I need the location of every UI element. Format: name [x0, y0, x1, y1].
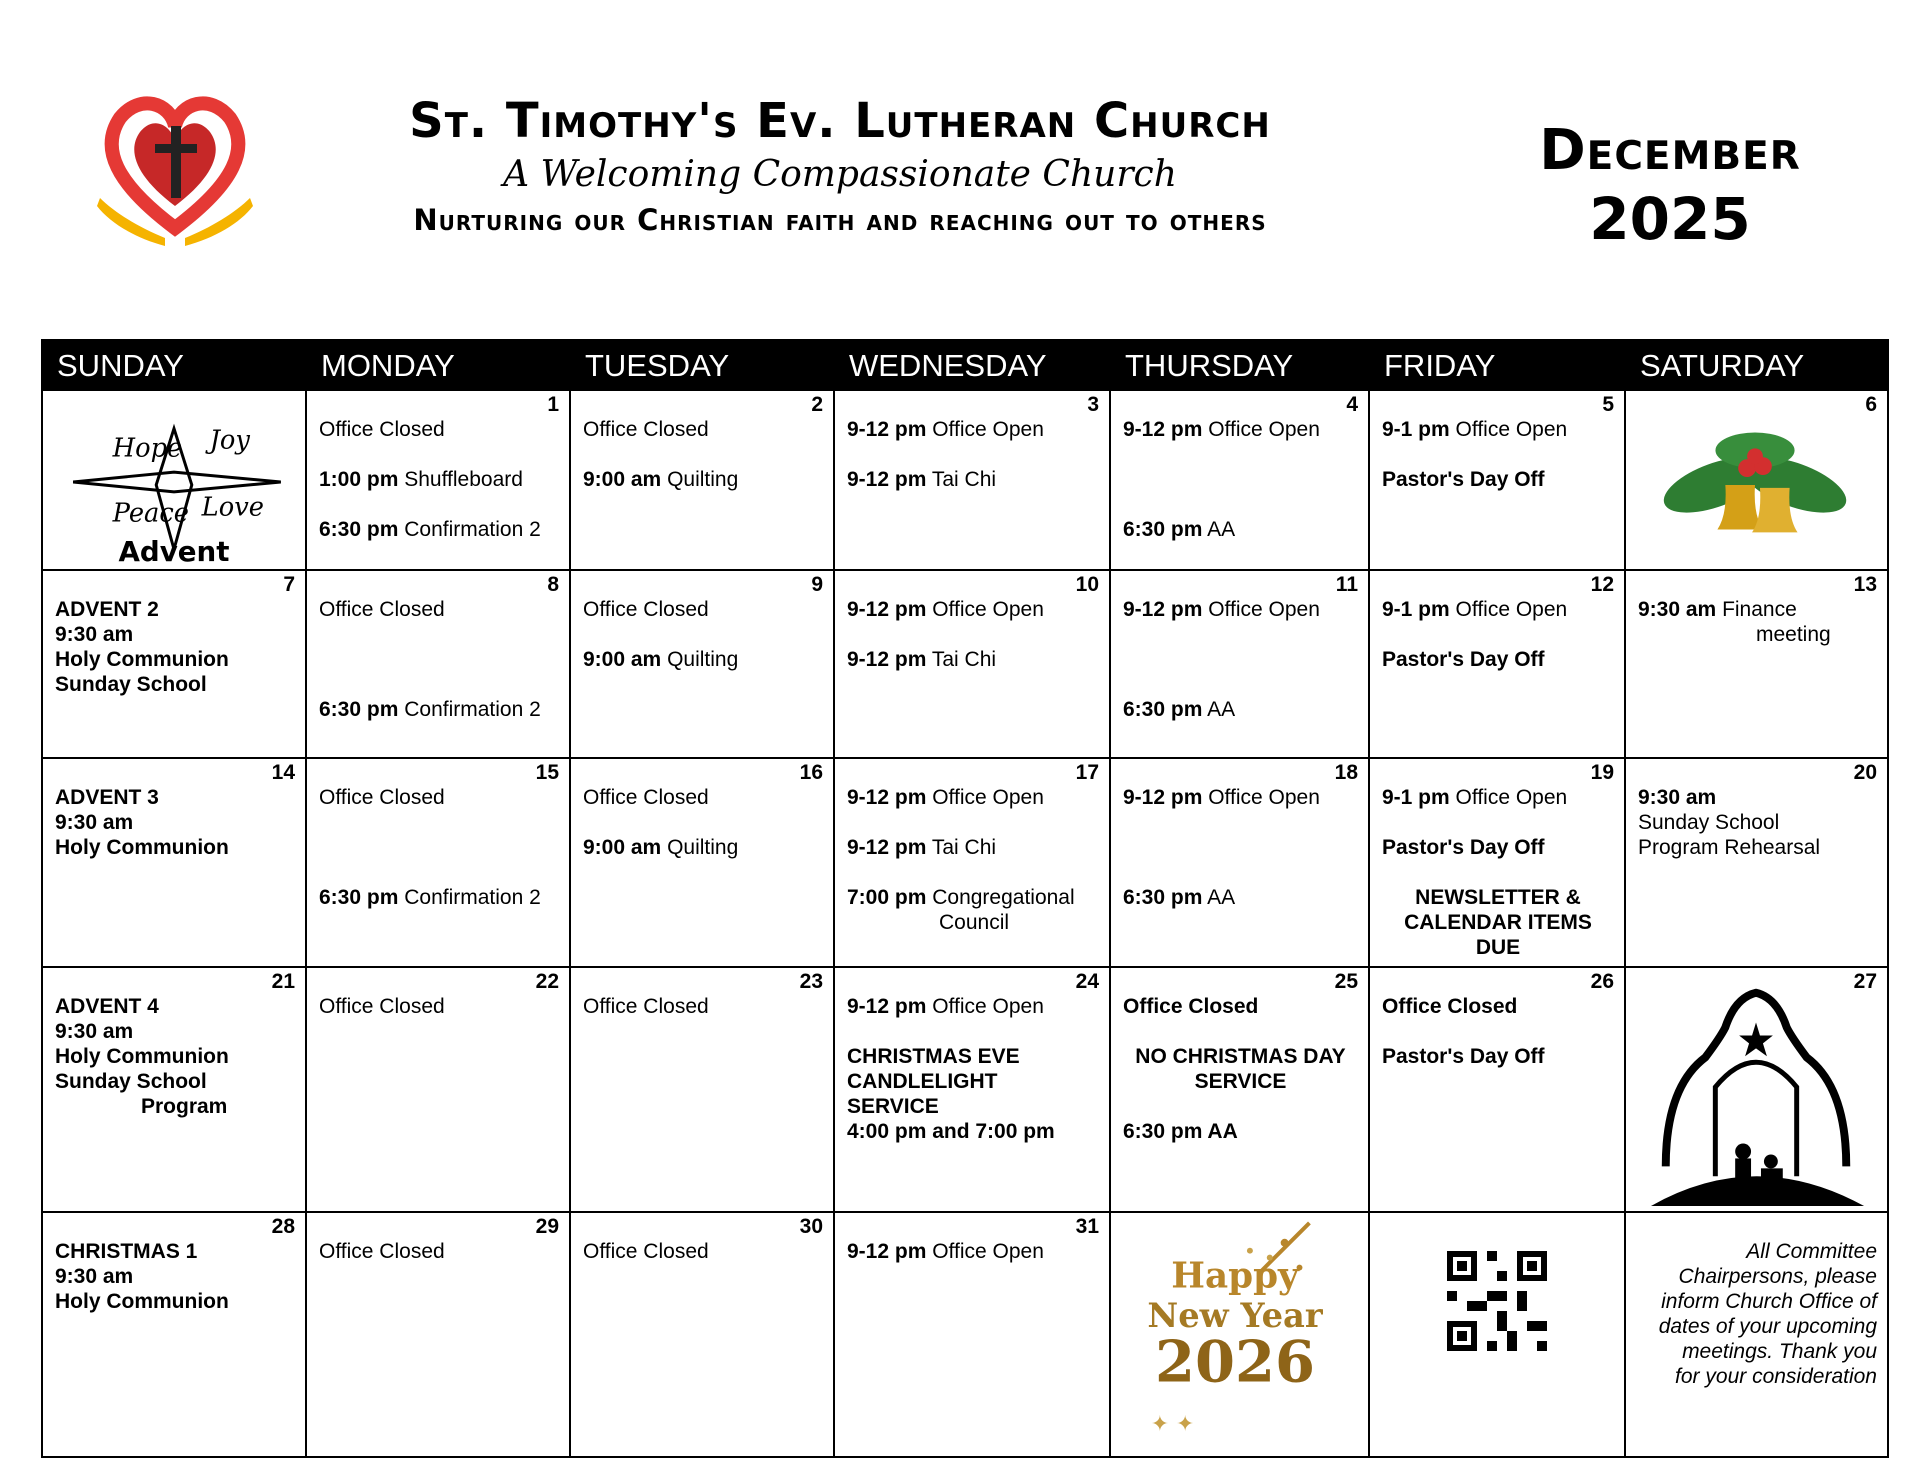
- happy-word: Happy: [1171, 1254, 1299, 1297]
- day-number: 26: [1590, 970, 1614, 993]
- event-line: Office Closed: [319, 418, 445, 441]
- event-line: Holy Communion: [55, 1045, 229, 1068]
- day-cell: [306, 1212, 570, 1457]
- event-line: Council: [939, 911, 1010, 934]
- event-line: 6:30 pm AA: [1123, 518, 1236, 541]
- event-line: ADVENT 2: [55, 598, 159, 621]
- new-year-art-cell: [1110, 1212, 1369, 1457]
- event-line: 9-1 pm Office Open: [1382, 786, 1568, 809]
- joy-word: Joy: [209, 425, 250, 456]
- event-line: 9-12 pm Office Open: [847, 786, 1044, 809]
- day-number: 24: [1075, 970, 1099, 993]
- event-line: 9-12 pm Office Open: [1123, 786, 1320, 809]
- day-number: 2: [811, 393, 823, 416]
- event-line: 7:00 pm Congregational: [847, 886, 1075, 909]
- event-line: CALENDAR ITEMS: [1404, 911, 1592, 934]
- event-line: 9-12 pm Tai Chi: [847, 468, 997, 491]
- event-line: Pastor's Day Off: [1382, 1045, 1545, 1068]
- holly-bells-icon: [1626, 391, 1887, 569]
- day-cell: [306, 758, 570, 967]
- day-cell: [306, 570, 570, 758]
- advent-art-cell: [42, 390, 306, 570]
- event-line: 9-12 pm Tai Chi: [847, 836, 997, 859]
- day-cell: [1625, 570, 1888, 758]
- event-line: 4:00 pm and 7:00 pm: [847, 1120, 1055, 1143]
- day-number: 27: [1853, 970, 1877, 993]
- day-cell: [42, 758, 306, 967]
- day-cell: [570, 1212, 834, 1457]
- event-line: 9:00 am Quilting: [583, 468, 739, 491]
- event-line: 6:30 pm AA: [1123, 1120, 1238, 1143]
- event-line: Office Closed: [583, 418, 709, 441]
- day-number: 14: [271, 761, 295, 784]
- event-line: CANDLELIGHT: [847, 1070, 998, 1093]
- event-line: Pastor's Day Off: [1382, 648, 1545, 671]
- event-line: Office Closed: [319, 598, 445, 621]
- day-cell: [570, 758, 834, 967]
- week-row: [42, 758, 1888, 967]
- day-cell: [1369, 570, 1625, 758]
- day-number: 12: [1590, 573, 1614, 596]
- nativity-icon: [1626, 968, 1887, 1211]
- event-line: 9:30 am: [55, 1020, 134, 1043]
- weekday-header-row: [42, 340, 1888, 390]
- event-line: 6:30 pm Confirmation 2: [319, 518, 541, 541]
- day-number: 3: [1087, 393, 1099, 416]
- day-number: 5: [1602, 393, 1614, 416]
- event-line: 6:30 pm AA: [1123, 698, 1236, 721]
- day-cell: [834, 1212, 1110, 1457]
- day-number: 23: [799, 970, 823, 993]
- event-line: Office Closed: [583, 598, 709, 621]
- event-line: ADVENT 3: [55, 786, 159, 809]
- event-line: 6:30 pm AA: [1123, 886, 1236, 909]
- event-line: SERVICE: [1194, 1070, 1287, 1093]
- event-line: Pastor's Day Off: [1382, 836, 1545, 859]
- day-cell: [42, 570, 306, 758]
- qr-cell: [1369, 1212, 1625, 1457]
- event-line: Holy Communion: [55, 836, 229, 859]
- day-number: 10: [1075, 573, 1099, 596]
- event-line: Office Closed: [319, 786, 445, 809]
- month-title: December: [1539, 118, 1801, 183]
- day-number: 9: [811, 573, 823, 596]
- event-line: Program Rehearsal: [1638, 836, 1821, 859]
- event-line: 9:30 am: [55, 1265, 134, 1288]
- church-tagline: A Welcoming Compassionate Church: [503, 154, 1177, 195]
- week-row: [42, 570, 1888, 758]
- day-cell: [42, 1212, 306, 1457]
- event-line: 9:00 am Quilting: [583, 648, 739, 671]
- day-cell: [834, 758, 1110, 967]
- committee-note: All Committee Chairpersons, please inform Church Office of dates of your upcoming meetings. Thank you for your consideration: [1658, 1240, 1877, 1388]
- week-row: [42, 390, 1888, 570]
- weekday-saturday: SATURDAY: [1625, 340, 1888, 390]
- year-title: 2025: [1589, 185, 1751, 253]
- new-year-word: New Year: [1147, 1295, 1323, 1336]
- cross-horizontal: [155, 144, 197, 153]
- day-cell: [1110, 390, 1369, 570]
- day-number: 13: [1853, 573, 1877, 596]
- event-line: Office Closed: [1382, 995, 1518, 1018]
- event-line: 9-12 pm Office Open: [847, 598, 1044, 621]
- event-line: Office Closed: [319, 995, 445, 1018]
- event-line: 9-12 pm Office Open: [1123, 418, 1320, 441]
- day-cell: [1625, 390, 1888, 570]
- day-cell: [834, 570, 1110, 758]
- event-line: 9:30 am: [55, 623, 134, 646]
- day-number: 31: [1075, 1215, 1099, 1238]
- event-line: Office Closed: [583, 786, 709, 809]
- day-number: 11: [1335, 573, 1358, 596]
- week-row: [42, 967, 1888, 1212]
- svg-text:✦ ✦: ✦ ✦: [1150, 1412, 1195, 1438]
- event-line: 9:30 am Finance: [1638, 598, 1797, 621]
- happy-new-year-icon: [1111, 1213, 1368, 1456]
- event-line: 9-1 pm Office Open: [1382, 598, 1568, 621]
- event-line: 9-12 pm Office Open: [847, 418, 1044, 441]
- advent-word: Advent: [118, 535, 230, 569]
- event-line: Office Closed: [1123, 995, 1259, 1018]
- event-line: 9-12 pm Office Open: [1123, 598, 1320, 621]
- day-cell: [1625, 758, 1888, 967]
- calendar-grid: [41, 339, 1889, 1458]
- event-line: Holy Communion: [55, 648, 229, 671]
- event-line: 9:00 am Quilting: [583, 836, 739, 859]
- event-line: 6:30 pm Confirmation 2: [319, 698, 541, 721]
- day-cell: [1369, 967, 1625, 1212]
- day-cell: [306, 967, 570, 1212]
- event-line: Sunday School: [55, 673, 207, 696]
- event-line: 9:30 am: [1638, 786, 1717, 809]
- event-line: 9-12 pm Office Open: [847, 1240, 1044, 1263]
- advent-cross-icon: [43, 391, 305, 569]
- weekday-monday: MONDAY: [306, 340, 570, 390]
- weekday-tuesday: TUESDAY: [570, 340, 834, 390]
- qr-code-icon[interactable]: [1447, 1251, 1547, 1351]
- day-cell: [1625, 967, 1888, 1212]
- day-number: 7: [283, 573, 295, 596]
- event-line: 9-12 pm Tai Chi: [847, 648, 997, 671]
- event-line: CHRISTMAS EVE: [847, 1045, 1020, 1068]
- day-number: 29: [535, 1215, 559, 1238]
- day-cell: [1369, 390, 1625, 570]
- day-number: 28: [271, 1215, 295, 1238]
- event-line: Program: [141, 1095, 228, 1118]
- day-cell: [42, 967, 306, 1212]
- day-cell: [834, 967, 1110, 1212]
- day-number: 25: [1334, 970, 1358, 993]
- event-line: Pastor's Day Off: [1382, 468, 1545, 491]
- day-cell: [1110, 758, 1369, 967]
- event-line: SERVICE: [847, 1095, 939, 1118]
- day-number: 17: [1075, 761, 1099, 784]
- event-line: Holy Communion: [55, 1290, 229, 1313]
- event-line: Sunday School: [55, 1070, 207, 1093]
- event-line: 6:30 pm Confirmation 2: [319, 886, 541, 909]
- event-line: Office Closed: [319, 1240, 445, 1263]
- day-cell: [1110, 967, 1369, 1212]
- day-number: 15: [535, 761, 559, 784]
- event-line: Office Closed: [583, 1240, 709, 1263]
- event-line: ADVENT 4: [55, 995, 159, 1018]
- weekday-friday: FRIDAY: [1369, 340, 1625, 390]
- day-cell: [306, 390, 570, 570]
- weekday-wednesday: WEDNESDAY: [834, 340, 1110, 390]
- new-year-number: 2026: [1154, 1327, 1316, 1396]
- event-line: Sunday School: [1638, 811, 1780, 834]
- day-number: 21: [271, 970, 295, 993]
- committee-note-cell: [1625, 1212, 1888, 1457]
- day-number: 20: [1853, 761, 1877, 784]
- day-number: 19: [1590, 761, 1614, 784]
- day-cell: [570, 967, 834, 1212]
- event-line: NO CHRISTMAS DAY: [1135, 1045, 1346, 1068]
- event-line: 9:30 am: [55, 811, 134, 834]
- hope-word: Hope: [112, 433, 183, 464]
- day-cell: [834, 390, 1110, 570]
- church-mission: Nurturing our Christian faith and reaching out to others: [413, 203, 1267, 237]
- love-word: Love: [201, 492, 264, 523]
- event-line: DUE: [1475, 936, 1521, 959]
- event-line: meeting: [1756, 623, 1831, 646]
- weekday-sunday: SUNDAY: [42, 340, 306, 390]
- cross-vertical: [171, 126, 181, 198]
- day-cell: [1110, 570, 1369, 758]
- month-year-block: [1470, 118, 1870, 254]
- event-line: CHRISTMAS 1: [55, 1240, 198, 1263]
- church-name: St. Timothy's Ev. Lutheran Church: [409, 93, 1271, 149]
- weekday-thursday: THURSDAY: [1110, 340, 1369, 390]
- event-line: Office Closed: [583, 995, 709, 1018]
- day-number: 18: [1334, 761, 1358, 784]
- day-number: 8: [547, 573, 559, 596]
- day-number: 16: [799, 761, 823, 784]
- church-header: [260, 92, 1420, 240]
- day-number: 30: [799, 1215, 823, 1238]
- day-number: 6: [1865, 393, 1877, 416]
- event-line: 1:00 pm Shuffleboard: [319, 468, 523, 491]
- church-logo: [95, 88, 255, 248]
- week-row: [42, 1212, 1888, 1457]
- event-line: 9-1 pm Office Open: [1382, 418, 1568, 441]
- event-line: NEWSLETTER &: [1415, 886, 1581, 909]
- peace-word: Peace: [112, 498, 189, 529]
- day-cell: [570, 570, 834, 758]
- day-number: 22: [535, 970, 559, 993]
- day-number: 1: [547, 393, 559, 416]
- day-number: 4: [1346, 393, 1358, 416]
- event-line: 9-12 pm Office Open: [847, 995, 1044, 1018]
- day-cell: [570, 390, 834, 570]
- day-cell: [1369, 758, 1625, 967]
